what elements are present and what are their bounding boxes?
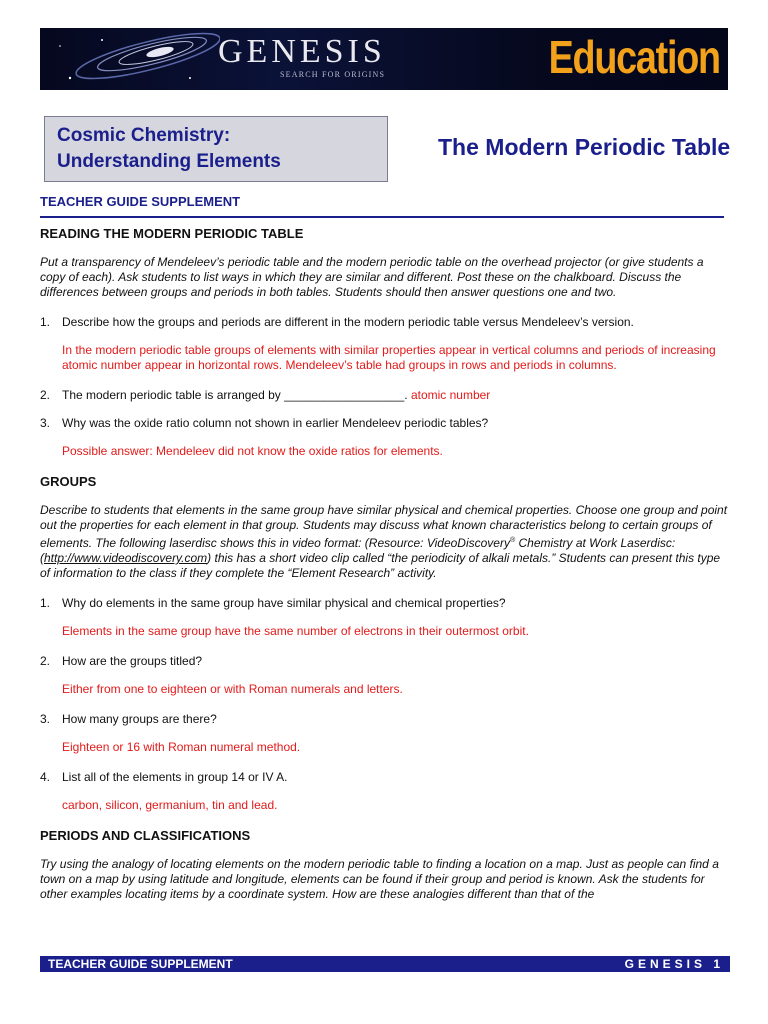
question [40,770,730,785]
answer: In the modern periodic table groups of elements with similar properties appear in vertical columns and periods of increasing atomic number appear in horizontal rows. Mendeleev’s table had groups in rows and periods in columns. [62,343,716,372]
supplement-label: TEACHER GUIDE SUPPLEMENT [40,194,241,209]
question [40,596,730,611]
question [40,654,730,669]
reading-intro: Put a transparency of Mendeleev’s periodic table and the modern periodic table on the overhead projector (or give students a copy of each). Ask students to list ways in which they are similar and different. Post these on the chalkboard. Discuss the differences between groups and periods in both tables. Students should then answer questions one and two. [40,255,704,299]
question-number: 3. [40,712,51,726]
answer: Either from one to eighteen or with Roman numerals and letters. [62,682,403,696]
footer-right: GENESIS 1 [624,957,724,971]
subject-line-2: Understanding Elements [57,151,281,172]
section-heading-groups: GROUPS [40,474,97,489]
divider [40,216,724,218]
document-body [40,226,730,917]
groups-intro [40,503,730,581]
subject-line-1: Cosmic Chemistry: [57,125,231,146]
answer: Possible answer: Mendeleev did not know the oxide ratios for elements. [62,444,443,458]
answer: Eighteen or 16 with Roman numeral method. [62,740,301,754]
periods-intro: Try using the analogy of locating elements on the modern periodic table to finding a location on a map. Just as people can find a town on a map by using latitude and longitude, elements can be found if their group and period is known. Ask the students for other examples locating items by a coordinate system. How are these analogies different than that of the [40,857,719,901]
genesis-logo: GENESIS [218,33,386,70]
logo-tagline: SEARCH FOR ORIGINS [280,70,386,79]
question [40,388,730,403]
education-label: Education [548,31,720,83]
question-text: The modern periodic table is arranged by __________________. [62,388,408,402]
videodiscovery-link[interactable]: http://www.videodiscovery.com [44,551,208,565]
footer-left: TEACHER GUIDE SUPPLEMENT [48,957,233,971]
question-text: Why do elements in the same group have similar physical and chemical properties? [62,596,506,610]
question-number: 2. [40,388,51,402]
groups-intro-part-3: ) this has a short video clip called “the periodicity of alkali metals.” Students can present this type of information to the class if they complete the “Element Research” activity. [40,551,721,580]
galaxy-swirl-icon [40,28,220,90]
question-text: How many groups are there? [62,712,217,726]
groups-intro-part-1: Describe to students that elements in the same group have similar physical and chemical properties. Choose one group and point out the properties for each element in that group. Students may discuss what known characteristics belong to certain groups of elements. The following laserdisc shows this in video format: (Resource: VideoDiscovery [40,503,728,550]
question-number: 2. [40,654,51,668]
header-banner [40,28,728,90]
page-footer [40,956,730,972]
question-text: List all of the elements in group 14 or IV A. [62,770,288,784]
question-number: 4. [40,770,51,784]
subject-box [44,116,388,182]
question-number: 3. [40,416,51,430]
question [40,712,730,727]
inline-answer: atomic number [410,388,491,402]
answer: carbon, silicon, germanium, tin and lead. [62,798,278,812]
question [40,315,730,330]
page-title: The Modern Periodic Table [438,134,731,160]
question-text: Describe how the groups and periods are different in the modern periodic table versus Mendeleev’s version. [62,315,634,329]
question-number: 1. [40,596,51,610]
question [40,416,730,431]
registered-mark: ® [509,537,516,544]
section-heading-reading: READING THE MODERN PERIODIC TABLE [40,226,304,241]
section-heading-periods: PERIODS AND CLASSIFICATIONS [40,828,251,843]
answer: Elements in the same group have the same number of electrons in their outermost orbit. [62,624,529,638]
groups-intro-part-2: Chemistry at Work Laserdisc: ( [40,536,676,565]
question-text: Why was the oxide ratio column not shown in earlier Mendeleev periodic tables? [62,416,489,430]
question-number: 1. [40,315,51,329]
question-text: How are the groups titled? [62,654,203,668]
